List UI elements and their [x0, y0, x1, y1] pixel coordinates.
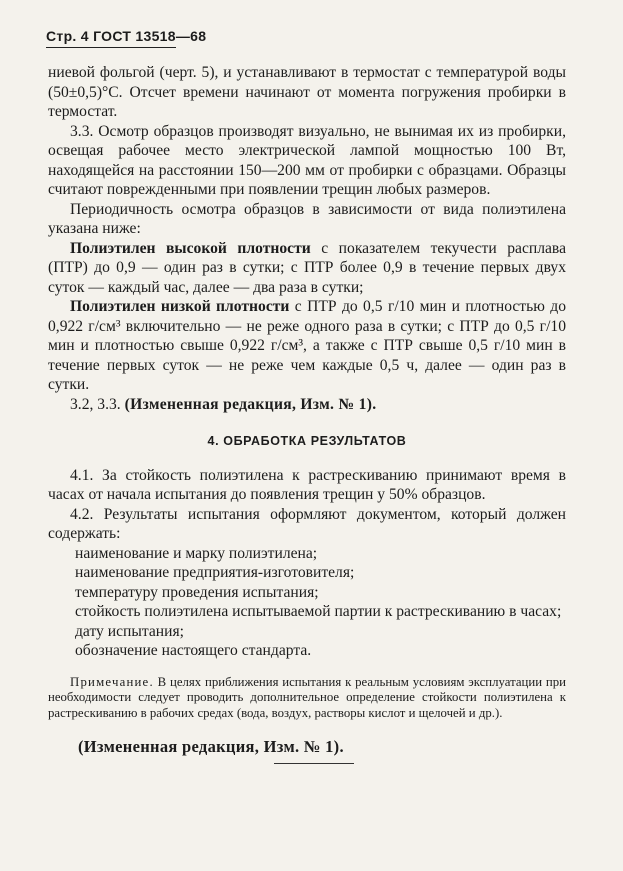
list-item: температуру проведения испытания;	[75, 583, 319, 601]
amendment-text: (Измененная редакция, Изм. № 1).	[124, 395, 377, 413]
amendment-prefix: 3.2, 3.3.	[70, 395, 125, 413]
ldpe-text: с ПТР до 0,5 г/10 мин и плотностью до 0,922 г/см³ включительно — не реже одного раза в сутки; с ПТР до 0,5 г/10 мин и плотностью свыше 0,922 г/см³, а также с ПТР свыше 0,5 г/10 мин в течение первых суток — не реже чем каждые 0,5 ч, далее — один раз в сутки.	[48, 298, 566, 393]
paragraph-4-1: 4.1. За стойкость полиэтилена к растрескиванию принимают время в часах от начала испытания до появления трещин у 50% образцов.	[48, 466, 566, 503]
section-title: 4. ОБРАБОТКА РЕЗУЛЬТАТОВ	[207, 434, 407, 448]
paragraph-hdpe	[48, 239, 566, 298]
list-item: наименование и марку полиэтилена;	[75, 544, 318, 562]
ldpe-term: Полиэтилен низкой плотности	[70, 298, 290, 315]
hdpe-text: с показателем текучести расплава (ПТР) до 0,9 — один раз в сутки; с ПТР более 0,9 в течение первых двух суток — каждый час, далее — два раза в сутки;	[48, 239, 566, 296]
amendment-note-2: (Измененная редакция, Изм. № 1).	[78, 737, 344, 756]
note-label: Примечание.	[70, 674, 154, 689]
paragraph-ldpe	[48, 297, 566, 395]
paragraph-continuation: ниевой фольгой (черт. 5), и устанавливают в термостат с температурой воды (50±0,5)°С. Отсчет времени начинают от момента погружения пробирки в термостат.	[48, 64, 566, 120]
hdpe-term: Полиэтилен высокой плотности	[70, 239, 311, 257]
paragraph-inspection-frequency: Периодичность осмотра образцов в зависимости от вида полиэтилена указана ниже:	[48, 200, 566, 237]
list-item: обозначение настоящего стандарта.	[75, 642, 312, 659]
end-rule	[274, 763, 354, 764]
amendment-note-1	[48, 395, 566, 415]
header-rule	[46, 47, 176, 48]
paragraph-4-2: 4.2. Результаты испытания оформляют документом, который должен содержать:	[48, 505, 566, 542]
document-body	[48, 63, 566, 757]
note-text: В целях приближения испытания к реальным условиям эксплуатации при необходимости следует проводить дополнительное определение стойкости полиэтилена к растрескиванию в рабочих средах (вода, воздух, растворы кислот и щелочей и др.).	[48, 674, 566, 720]
list-item: наименование предприятия-изготовителя;	[75, 564, 355, 581]
note	[48, 675, 566, 722]
page-header: Стр. 4 ГОСТ 13518—68	[46, 28, 207, 44]
paragraph-3-3: 3.3. Осмотр образцов производят визуально, не вынимая их из пробирки, освещая рабочее место электрической лампой мощностью 100 Вт, находящейся на расстоянии 150—200 мм от пробирки с образцами. Образцы считают поврежденными при появлении трещин любых размеров.	[48, 122, 566, 198]
list-item: дату испытания;	[75, 622, 184, 640]
list-item: стойкость полиэтилена испытываемой партии к растрескиванию в часах;	[75, 603, 562, 620]
